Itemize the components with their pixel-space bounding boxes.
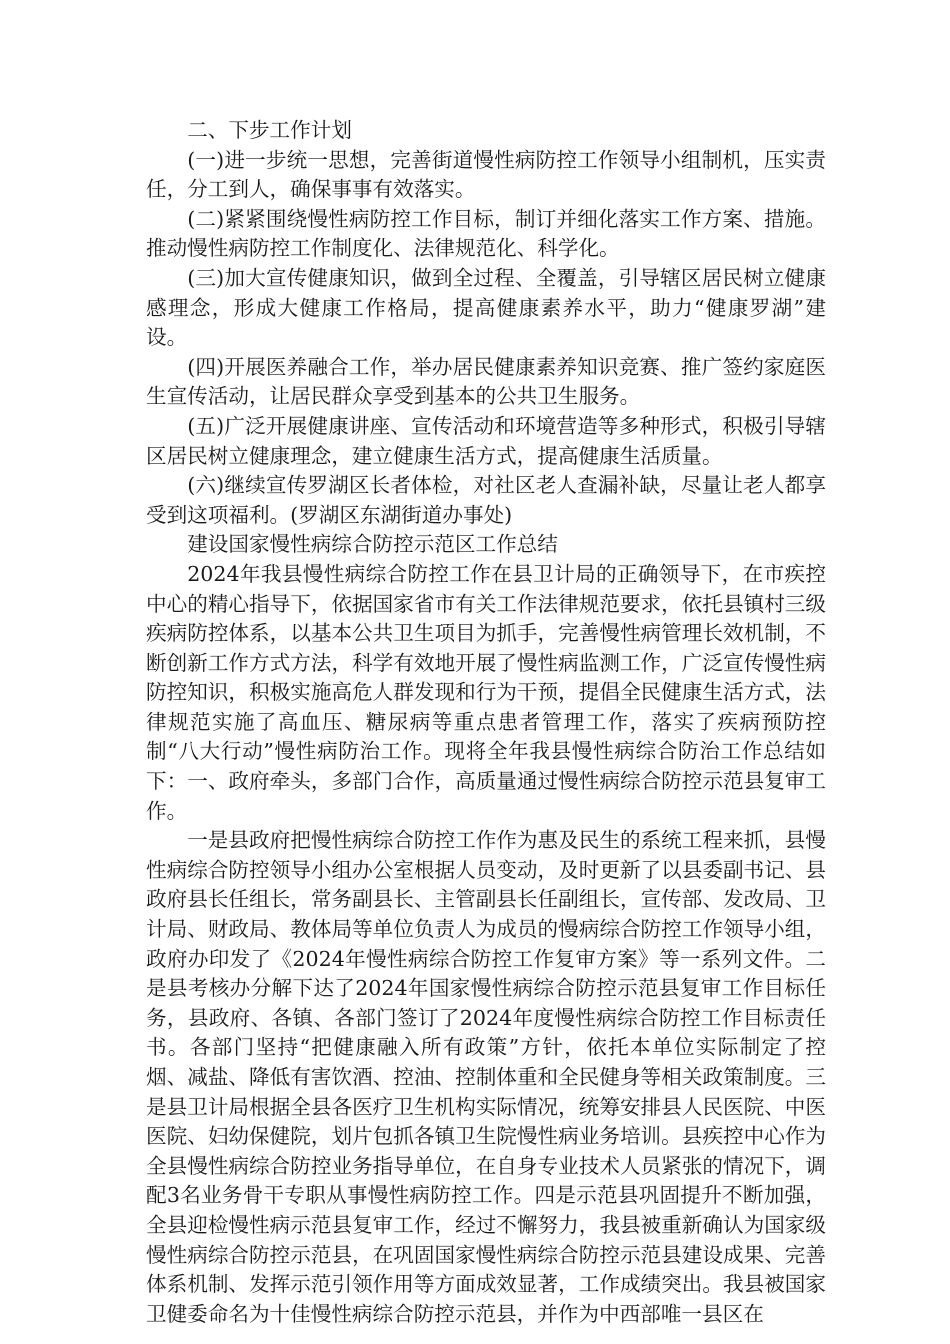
paragraph: 2024年我县慢性病综合防控工作在县卫计局的正确领导下，在市疾控中心的精心指导下，依据国家省市有关工作法律规范要求，依托县镇村三级疾病防控体系，以基本公共卫生项目为抓手，完善慢性病管理长效机制，不断创新工作方式方法，科学有效地开展了慢性病监测工作，广泛宣传慢性病防控知识，积极实施高危人群发现和行为干预，提倡全民健康生活方式，法律规范实施了高血压、糖尿病等重点患者管理工作，落实了疾病预防控制“八大行动”慢性病防治工作。现将全年我县慢性病综合防治工作总结如下：一、政府牵头，多部门合作，高质量通过慢性病综合防控示范县复审工作。 xyxy=(146,561,826,823)
document-body xyxy=(146,116,826,1329)
paragraph: (二)紧紧围绕慢性病防控工作目标，制订并细化落实工作方案、措施。推动慢性病防控工作制度化、法律规范化、科学化。 xyxy=(146,206,826,261)
document-title: 建设国家慢性病综合防控示范区工作总结 xyxy=(187,532,558,557)
paragraph: (五)广泛开展健康讲座、宣传活动和环境营造等多种形式，积极引导辖区居民树立健康理念，建立健康生活方式，提高健康生活质量。 xyxy=(146,413,826,468)
paragraph: 一是县政府把慢性病综合防控工作作为惠及民生的系统工程来抓，县慢性病综合防控领导小组办公室根据人员变动，及时更新了以县委副书记、县政府县长任组长，常务副县长、主管副县长任副组长，宣传部、发改局、卫计局、财政局、教体局等单位负责人为成员的慢病综合防控工作领导小组，政府办印发了《2024年慢性病综合防控工作复审方案》等一系列文件。二是县考核办分解下达了2024年国家慢性病综合防控示范县复审工作目标任务，县政府、各镇、各部门签订了2024年度慢性病综合防控工作目标责任书。各部门坚持“把健康融入所有政策”方针，依托本单位实际制定了控烟、减盐、降低有害饮酒、控油、控制体重和全民健身等相关政策制度。三是县卫计局根据全县各医疗卫生机构实际情况，统筹安排县人民医院、中医医院、妇幼保健院，划片包抓各镇卫生院慢性病业务培训。县疾控中心作为全县慢性病综合防控业务指导单位，在自身专业技术人员紧张的情况下，调配3名业务骨干专职从事慢性病防控工作。四是示范县巩固提升不断加强，全县迎检慢性病示范县复审工作，经过不懈努力，我县被重新确认为国家级慢性病综合防控示范县，在巩固国家慢性病综合防控示范县建设成果、完善体系机制、发挥示范引领作用等方面成效显著，工作成绩突出。我县被国家卫健委命名为十佳慢性病综合防控示范县，并作为中西部唯一县区在 xyxy=(146,828,826,1326)
paragraph: (四)开展医养融合工作，举办居民健康素养知识竞赛、推广签约家庭医生宣传活动，让居民群众享受到基本的公共卫生服务。 xyxy=(146,354,826,409)
paragraph: (一)进一步统一思想，完善街道慢性病防控工作领导小组制机，压实责任，分工到人，确保事事有效落实。 xyxy=(146,147,826,202)
paragraph: (六)继续宣传罗湖区长者体检，对社区老人查漏补缺，尽量让老人都享受到这项福利。(罗湖区东湖街道办事处) xyxy=(146,473,826,527)
paragraph: (三)加大宣传健康知识，做到全过程、全覆盖，引导辖区居民树立健康感理念，形成大健康工作格局，提高健康素养水平，助力“健康罗湖”建设。 xyxy=(146,265,826,350)
section-heading: 二、下步工作计划 xyxy=(187,118,352,142)
